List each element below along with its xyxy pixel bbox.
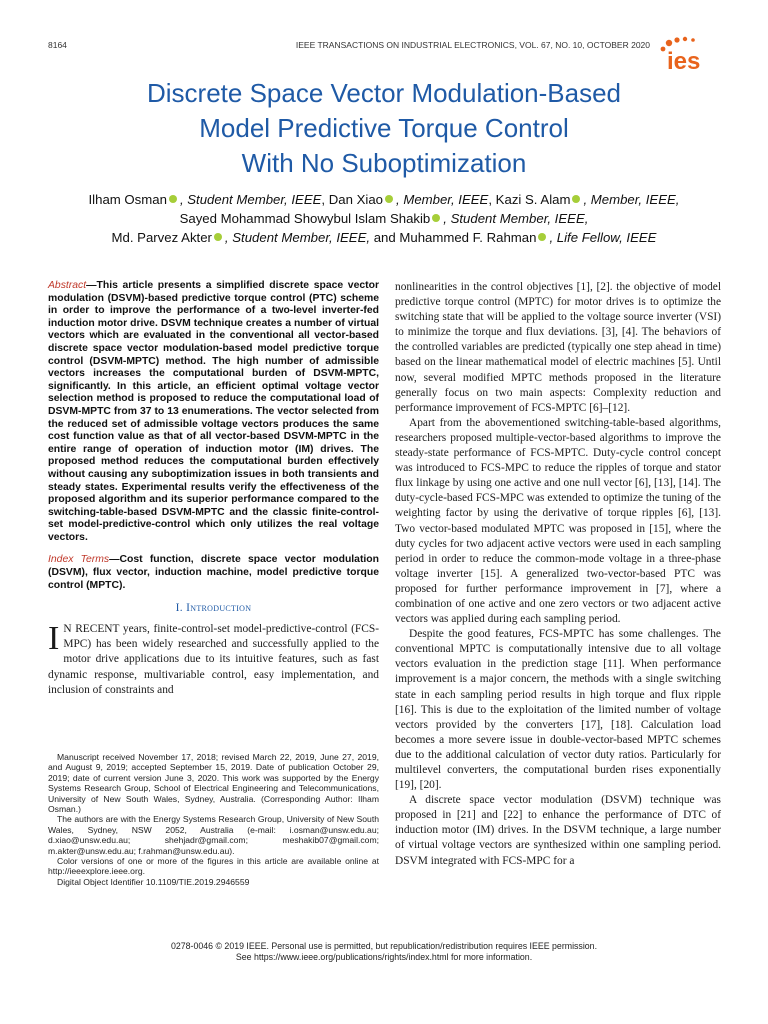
author-list xyxy=(48,190,720,247)
intro-paragraph xyxy=(48,622,379,697)
copyright-line-1: 0278-0046 © 2019 IEEE. Personal use is permitted, but republication/redistribution requires IEEE permission. xyxy=(170,941,598,951)
logo-text: ies xyxy=(667,48,701,74)
author-line-3 xyxy=(48,228,720,247)
orcid-icon[interactable] xyxy=(572,195,580,203)
right-column xyxy=(395,280,721,869)
manuscript-note: Manuscript received November 17, 2018; revised March 22, 2019, June 27, 2019, and August 9, 2019; accepted September 15, 2019. Date of publication October 29, 2019; date of current version June 3, 2020. This work was supported by the Energy Systems Research Group, School of Electrical Engineering and Telecommunications, University of New South Wales, Sydney, Australia. (Corresponding Author: Ilham Osman.) xyxy=(48,752,379,815)
author-name: Md. Parvez Akter xyxy=(111,230,212,245)
doi-note: Digital Object Identifier 10.1109/TIE.2019.2946559 xyxy=(57,876,250,887)
copyright-line-2: See https://www.ieee.org/publications/rights/index.html for more information. xyxy=(235,952,533,962)
author-line-1 xyxy=(48,190,720,209)
color-version-note: Color versions of one or more of the figures in this article are available online at http://ieeexplore.ieee.org. xyxy=(48,856,379,877)
body-paragraph: A discrete space vector modulation (DSVM) technique was proposed in [21] and [22] to enhance the performance of DTC of induction motor (IM) drives. In the DSVM technique, a large number of virtual voltage vectors are synthesized within one sampling period. DSVM integrated with FCS-MPC for a xyxy=(395,794,721,867)
orcid-icon[interactable] xyxy=(169,195,177,203)
abstract-text: —This article presents a simplified discrete space vector modulation (DSVM)-based predictive torque control (PTC) scheme in order to improve the performance of a two-level inverter-fed induction motor drive. DSVM technique creates a number of virtual vectors which are evaluated in the conventional all vector-based discrete space vector modulation-based model predictive torque control (DSVM-MPTC) method. The high number of admissible vectors increases the computational burden of DSVM-MPTC, significantly. In this article, an efficient optimal voltage vector selection method is proposed to reduce the computational load of DSVM-MPTC from 37 to 13 enumerations. The vector selected from the reduced set of admissible voltage vectors produces the same cost function value as that of all vector-based DSVM-MPTC in the entire range of operation of induction motor (IM) drives. The proposed method reduces the computational burden effectively without causing any suboptimization issues in both transients and steady states. Experimental results verify the effectiveness of the proposed algorithm and its superior performance compared to the switching-table-based DSVM-MPTC and the classic finite-control-set model-predictive-control which only utilizes the real voltage vectors. xyxy=(48,280,379,543)
journal-name: IEEE TRANSACTIONS ON INDUSTRIAL ELECTRONICS, VOL. 67, NO. 10, OCTOBER 2020 xyxy=(295,40,650,50)
abstract xyxy=(48,280,379,544)
title-line-2: Model Predictive Torque Control xyxy=(199,113,569,143)
author-line-2 xyxy=(48,209,720,228)
body-paragraph: Apart from the abovementioned switching-table-based algorithms, researchers proposed multiple-vector-based algorithms to improve the steady-state performance of FCS-MPTC. Duty-cycle control concept was introduced to FCS-MPC to reduce the ripples of torque and stator flux linkage by using one active and one null vector [6], [13], [14]. The duty-cycle-based FCS-MPC was extended to optimize the tuning of the weighting factor by using the derivative of torque ripples [6], [13]. Two vector-based modulated MPTC was proposed in [15], where the duty cycles for two adjacent active vectors were used in each sampling period in order to reduce the common-mode voltage in a three-phase voltage inverter [15]. A generalized two-vector-based PTC was proposed for further performance improvement in [7], where a combination of one active and one zero vectors or two adjacent active vectors was applied during each sampling period. xyxy=(395,416,721,626)
section-heading: I. Introduction xyxy=(175,602,252,615)
index-terms-label: Index Terms xyxy=(48,554,110,566)
left-column xyxy=(48,280,379,698)
copyright-notice xyxy=(48,941,720,963)
author-affiliation-note: The authors are with the Energy Systems Research Group, University of New South Wales, Sydney, NSW 2052, Australia (e-mail: i.osman@unsw.edu.au; d.xiao@unsw.edu.au; shehjadr@gmail.com; meshakib07@gmail.com; m.akter@unsw.edu.au; f.rahman@unsw.edu.au). xyxy=(48,814,379,856)
author-role: , Member, IEEE xyxy=(396,192,489,207)
ies-logo xyxy=(659,36,725,74)
title-line-3: With No Suboptimization xyxy=(241,148,527,178)
orcid-icon[interactable] xyxy=(385,195,393,203)
author-role: , Member, IEEE, xyxy=(583,192,680,207)
drop-cap: I xyxy=(48,620,60,658)
author-name: Sayed Mohammad Showybul Islam Shakib xyxy=(179,211,431,226)
orcid-icon[interactable] xyxy=(538,233,546,241)
body-paragraph: nonlinearities in the control objectives [1], [2]. the objective of model predictive torque control (MPTC) for motor drives is to optimize the switching state that will be applied to the voltage source inverter (VSI) to minimize the torque and flux deviations. [3], [4]. The behaviors of the controlled variables are predicted (typically one step ahead in time) based on the linear mathematical model of electric machines [5]. Until now, several modified MPTC methods proposed in the literature generally focus on two main aspects: Complexity reduction and performance improvement of FCS-MPTC [6]–[12]. xyxy=(395,281,721,414)
body-paragraph: Despite the good features, FCS-MPTC has some challenges. The conventional MPTC is computationally intensive due to all voltage vectors evaluation in the prediction stage [11]. When performance improvement is a major concern, the methods with a single switching state in each sampling period results in high torque and flux ripple [16]. This is due to the exploitation of the limited number of voltage vectors provided by the converters [17], [18]. Calculation load becomes a more severe issue in double-vector-based MPTC schemes due to the additional calculation of vector duty ratios. Particularly for multilevel converters, the computational burden rises exponentially [19], [20]. xyxy=(395,628,721,792)
author-role: , Student Member, IEEE xyxy=(179,192,322,207)
page-number: 8164 xyxy=(48,40,67,50)
orcid-icon[interactable] xyxy=(214,233,222,241)
index-terms-text: —Cost function, discrete space vector modulation (DSVM), flux vector, induction machine, model predictive torque control (MPTC). xyxy=(48,554,380,591)
orcid-icon[interactable] xyxy=(432,214,440,222)
author-role: , Student Member, IEEE, xyxy=(443,211,589,226)
abstract-label: Abstract xyxy=(48,280,87,291)
author-role: , Student Member, IEEE, xyxy=(224,230,371,245)
author-role: , Life Fellow, IEEE xyxy=(549,230,657,245)
first-page-footnote xyxy=(48,752,379,887)
author-name: , Dan Xiao xyxy=(321,192,383,207)
author-name: Ilham Osman xyxy=(88,192,167,207)
paper-title xyxy=(48,76,720,181)
author-name: and Muhammed F. Rahman xyxy=(370,230,537,245)
title-line-1: Discrete Space Vector Modulation-Based xyxy=(146,78,622,108)
author-name: , Kazi S. Alam xyxy=(488,192,571,207)
index-terms xyxy=(48,554,379,592)
intro-text: N RECENT years, finite-control-set model-predictive-control (FCS-MPC) has been widely researched and successfully applied to the motor drive applications due to its intuitive features, such as fast dynamic response, multivariable control, easy implementation, and inclusion of constraints and xyxy=(48,623,379,696)
